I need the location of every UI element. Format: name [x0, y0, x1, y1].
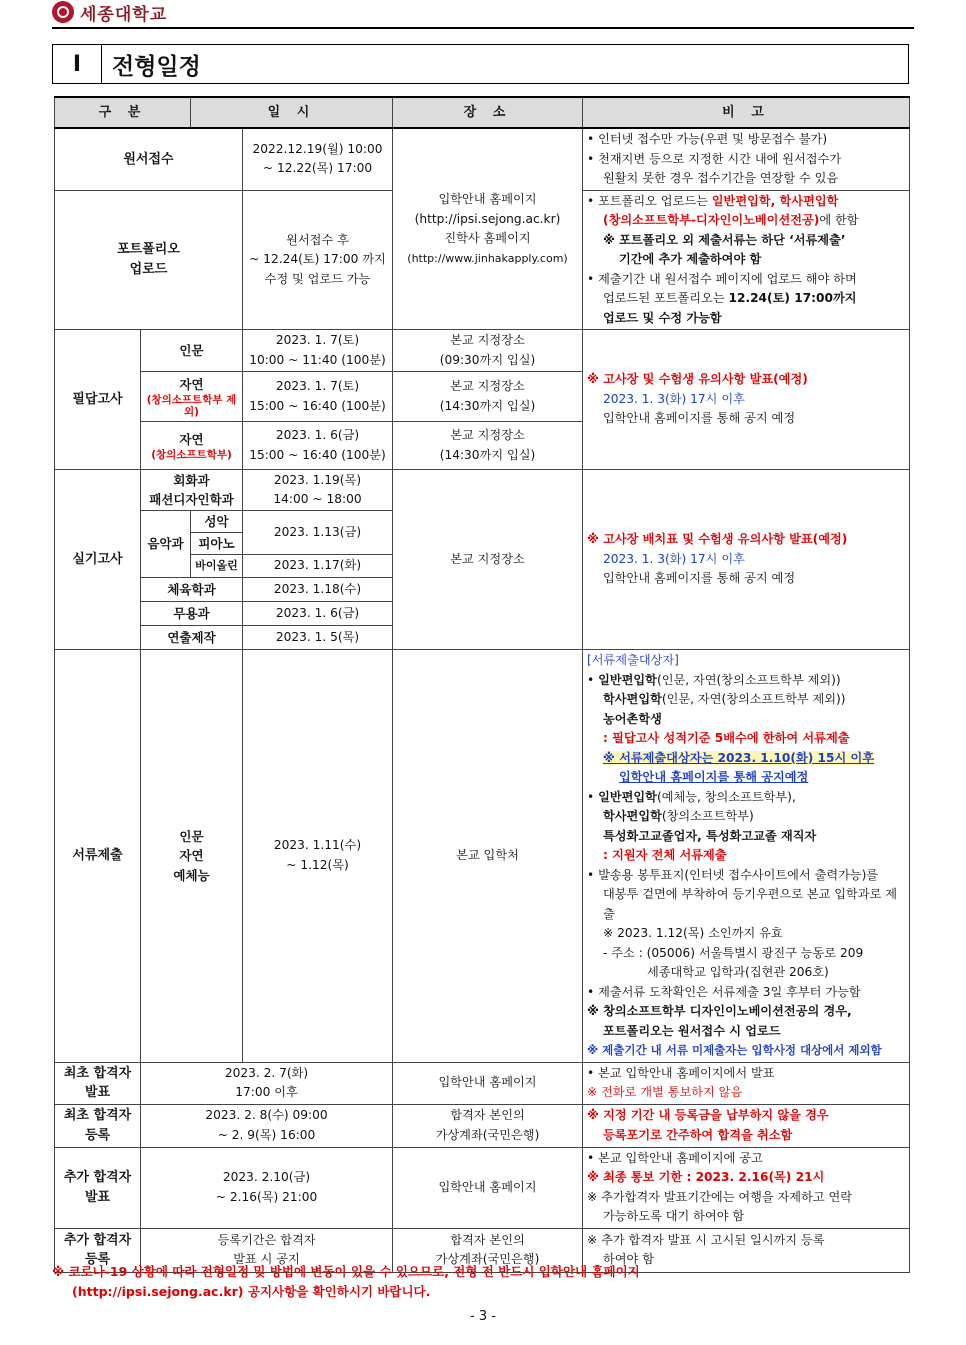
row-apply-note: • 인터넷 접수만 가능(우편 및 방문접수 불가) • 천재지변 등으로 지정한 시간 내에 원서접수가 원활치 못한 경우 접수기간을 연장할 수 있음 — [583, 128, 910, 190]
row-first-announce-note: • 본교 입학안내 홈페이지에서 발표 ※ 전화로 개별 통보하지 않음 — [583, 1062, 910, 1104]
written-sub-place: 본교 지정장소 (09:30까지 입실) — [393, 330, 583, 372]
docs-targets: 인문 자연 예체능 — [141, 650, 243, 1063]
schedule-table — [54, 96, 910, 1273]
practical-piano: 피아노 — [191, 533, 243, 555]
row-add-register-note: ※ 추가 합격자 발표 시 고시된 일시까지 등록 하여야 함 — [583, 1228, 910, 1272]
table-row — [55, 1147, 910, 1228]
written-sub-date: 2023. 1. 7(토) 10:00 ~ 11:40 (100분) — [243, 330, 393, 372]
section-header — [52, 44, 909, 84]
row-docs-date: 2023. 1.11(수) ~ 1.12(목) — [243, 650, 393, 1063]
row-apply-date: 2022.12.19(월) 10:00 ~ 12.22(목) 17:00 — [243, 128, 393, 190]
row-first-register-note: ※ 지정 기간 내 등록금을 납부하지 않을 경우 등록포기로 간주하여 합격을 취소함 — [583, 1104, 910, 1147]
table-row — [55, 650, 910, 1063]
table-row — [55, 330, 910, 372]
row-first-announce-category: 최초 합격자 발표 — [55, 1062, 141, 1104]
row-written-category: 필답고사 — [55, 330, 141, 470]
practical-sub-name: 회화과 패션디자인학과 — [141, 470, 243, 511]
practical-direct-date: 2023. 1. 5(목) — [243, 626, 393, 650]
row-portfolio-date: 원서접수 후 ~ 12.24(토) 17:00 까지 수정 및 업로드 가능 — [243, 190, 393, 330]
covid-notice: ※ 코로나-19 상황에 따라 전형일정 및 방법에 변동이 있을 수 있으므로, 전형 전 반드시 입학안내 홈페이지 (http://ipsi.sejong.ac.kr) 공지사항을 확인하시기 바랍니다. — [52, 1264, 640, 1299]
written-sub-name: 자연 (창의소프트학부) — [141, 422, 243, 470]
section-number: Ⅰ — [53, 45, 102, 83]
practical-music-date: 2023. 1.13(금) — [243, 511, 393, 555]
row-add-announce-date: 2023. 2.10(금) ~ 2.16(목) 21:00 — [141, 1147, 393, 1228]
row-first-announce-date: 2023. 2. 7(화) 17:00 이후 — [141, 1062, 393, 1104]
row-first-announce-place: 입학안내 홈페이지 — [393, 1062, 583, 1104]
practical-violin-date: 2023. 1.17(화) — [243, 555, 393, 578]
row-practical-category: 실기고사 — [55, 470, 141, 650]
practical-sub-date: 2023. 1.19(목) 14:00 ~ 18:00 — [243, 470, 393, 511]
table-header-row — [55, 97, 910, 128]
row-add-announce-note: • 본교 입학안내 홈페이지에 공고 ※ 최종 통보 기한 : 2023. 2.16(목) 21시 ※ 추가합격자 발표기간에는 여행을 자제하고 연락 가능하도록 대기 하여야 함 — [583, 1147, 910, 1228]
university-logo — [52, 0, 167, 24]
table-row — [55, 128, 910, 190]
row-docs-place: 본교 입학처 — [393, 650, 583, 1063]
row-add-register-category: 추가 합격자 등록 — [55, 1228, 141, 1272]
col-header-place: 장 소 — [393, 97, 583, 128]
practical-direct: 연출제작 — [141, 626, 243, 650]
row-add-announce-category: 추가 합격자 발표 — [55, 1147, 141, 1228]
row-add-announce-place: 입학안내 홈페이지 — [393, 1147, 583, 1228]
row-docs-note: [서류제출대상자] • 일반편입학(인문, 자연(창의소프트학부 제외)) 학사편입학(인문, 자연(창의소프트학부 제외)) 농어촌학생 : 필답고사 성적기준 5배수에 한하여 서류제출 ※ 서류제출대상자는 2023. 1.10(화) 15시 이후 입학안내 홈페이지를 통해 공지예정 • 일반편입학(예체능, 창의소프트학부), 학사편입학(창의소프트학부) 특성화고교졸업자, 특성화고교졸 재직자 : 지원자 전체 서류제출 • 발송용 봉투표지(인터넷 접수사이트에서 출력가능)를 대봉투 겉면에 부착하여 등기우편으로 본교 입학과로 제출 ※ 2023. 1.12(목) 소인까지 유효 - 주소 : (05006) 서울특별시 광진구 능동로 209 세종대학교 입학과(집현관 206호) • 제출서류 도착확인은 서류제출 3일 후부터 가능함 ※ 창의소프트학부 디자인이노베이션전공의 경우, 포트폴리오는 원서접수 시 업로드 ※ 제출기간 내 서류 미제출자는 입학사정 대상에서 제외함 — [583, 650, 910, 1063]
written-sub-date: 2023. 1. 6(금) 15:00 ~ 16:40 (100분) — [243, 422, 393, 470]
written-sub-date: 2023. 1. 7(토) 15:00 ~ 16:40 (100분) — [243, 372, 393, 422]
row-practical-note: ※ 고사장 배치표 및 수험생 유의사항 발표(예정) 2023. 1. 3(화) 17시 이후 입학안내 홈페이지를 통해 공지 예정 — [583, 470, 910, 650]
row-add-register-place: 합격자 본인의 가상계좌(국민은행) — [393, 1228, 583, 1272]
row-portfolio-category: 포트폴리오 업로드 — [55, 190, 243, 330]
written-sub-place: 본교 지정장소 (14:30까지 입실) — [393, 372, 583, 422]
table-row — [55, 1104, 910, 1147]
row-apply-category: 원서접수 — [55, 128, 243, 190]
table-row — [55, 470, 910, 511]
row-practical-place: 본교 지정장소 — [393, 470, 583, 650]
written-sub-name: 인문 — [141, 330, 243, 372]
practical-vocal: 성악 — [191, 511, 243, 533]
practical-violin: 바이올린 — [191, 555, 243, 578]
table-row — [55, 1062, 910, 1104]
university-seal-icon — [52, 1, 74, 23]
row-first-register-date: 2023. 2. 8(수) 09:00 ~ 2. 9(목) 16:00 — [141, 1104, 393, 1147]
practical-dance: 무용과 — [141, 602, 243, 626]
row-first-register-category: 최초 합격자 등록 — [55, 1104, 141, 1147]
row-add-register-date: 등록기간은 합격자 발표 시 공지 — [141, 1228, 393, 1272]
section-title: 전형일정 — [112, 53, 201, 80]
logo-text: 세종대학교 — [80, 4, 168, 25]
row-docs-category: 서류제출 — [55, 650, 141, 1063]
written-sub-place: 본교 지정장소 (14:30까지 입실) — [393, 422, 583, 470]
col-header-note: 비 고 — [583, 97, 910, 128]
row-first-register-place: 합격자 본인의 가상계좌(국민은행) — [393, 1104, 583, 1147]
col-header-datetime: 일 시 — [191, 97, 393, 128]
col-header-category: 구 분 — [55, 97, 191, 128]
written-sub-name: 자연 (창의소프트학부 제외) — [141, 372, 243, 422]
page-number: - 3 - — [470, 1309, 496, 1324]
header-rule — [52, 27, 914, 29]
practical-music: 음악과 — [141, 511, 191, 578]
practical-dance-date: 2023. 1. 6(금) — [243, 602, 393, 626]
practical-pe-date: 2023. 1.18(수) — [243, 578, 393, 602]
row-portfolio-note: • 포트폴리오 업로드는 일반편입학, 학사편입학 (창의소프트학부-디자인이노베이션전공)에 한함 ※ 포트폴리오 외 제출서류는 하단 ‘서류제출’ 기간에 추가 제출하여야 함 • 제출기간 내 원서접수 페이지에 업로드 해야 하며 업로드된 포트폴리오는 12.24(토) 17:00까지 업로드 및 수정 가능함 — [583, 190, 910, 330]
row-apply-place: 입학안내 홈페이지 (http://ipsi.sejong.ac.kr) 진학사 홈페이지 (http://www.jinhakapply.com) — [393, 128, 583, 330]
row-written-note: ※ 고사장 및 수험생 유의사항 발표(예정) 2023. 1. 3(화) 17시 이후 입학안내 홈페이지를 통해 공지 예정 — [583, 330, 910, 470]
practical-pe: 체육학과 — [141, 578, 243, 602]
